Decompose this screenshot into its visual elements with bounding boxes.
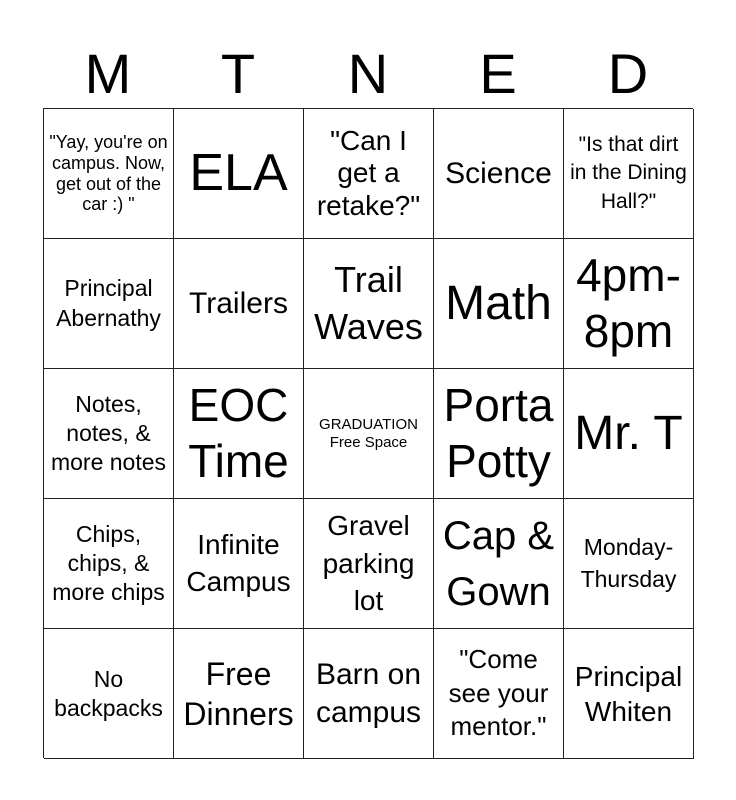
bingo-cell[interactable] — [434, 499, 564, 629]
cell-text: Cap & Gown — [442, 513, 555, 614]
bingo-cell[interactable] — [434, 629, 564, 759]
cell-text: ELA — [189, 143, 288, 202]
free-space-label — [319, 416, 418, 451]
bingo-cell[interactable] — [44, 239, 174, 369]
cell-text: Principal Abernathy — [56, 274, 161, 331]
cell-text: Chips, chips, & more chips — [52, 521, 165, 605]
cell-text: Porta Potty — [443, 379, 554, 487]
bingo-cell[interactable] — [564, 109, 694, 239]
bingo-cell[interactable] — [304, 109, 434, 239]
cell-text: Barn on campus — [315, 658, 422, 729]
cell-text: Principal Whiten — [574, 660, 683, 727]
free-space-title: GRADUATION — [319, 416, 418, 434]
cell-text: Mr. T — [574, 406, 683, 460]
bingo-cell[interactable] — [564, 369, 694, 499]
bingo-cell[interactable] — [174, 499, 304, 629]
bingo-header — [43, 40, 693, 108]
bingo-cell[interactable] — [174, 629, 304, 759]
header-letter-3: N — [347, 42, 389, 105]
cell-text: Notes, notes, & more notes — [50, 391, 167, 475]
bingo-cell[interactable] — [434, 239, 564, 369]
header-letter-2: T — [220, 42, 256, 105]
bingo-cell[interactable] — [44, 629, 174, 759]
cell-text: Math — [445, 276, 552, 330]
bingo-cell[interactable] — [44, 499, 174, 629]
free-space-cell[interactable] — [304, 369, 434, 499]
cell-text: Gravel parking lot — [322, 509, 415, 617]
bingo-cell[interactable] — [564, 629, 694, 759]
bingo-cell[interactable] — [304, 499, 434, 629]
cell-text: "Yay, you're on campus. Now, get out of the car :) " — [49, 132, 168, 215]
header-letter-5: D — [607, 42, 649, 105]
cell-text: Science — [445, 156, 552, 190]
bingo-cell[interactable] — [434, 369, 564, 499]
free-space-subtitle: Free Space — [329, 433, 408, 451]
cell-text: "Can I get a retake?" — [316, 125, 421, 221]
bingo-cell[interactable] — [564, 239, 694, 369]
cell-text: EOC Time — [188, 379, 289, 487]
bingo-cell[interactable] — [174, 239, 304, 369]
cell-text: 4pm-8pm — [576, 249, 681, 357]
bingo-cell[interactable] — [174, 369, 304, 499]
cell-text: No backpacks — [54, 665, 163, 721]
bingo-cell[interactable] — [564, 499, 694, 629]
bingo-cell[interactable] — [434, 109, 564, 239]
bingo-cell[interactable] — [304, 239, 434, 369]
header-letter-1: M — [84, 42, 132, 105]
cell-text: "Is that dirt in the Dining Hall?" — [570, 132, 687, 213]
header-letter-4: E — [479, 42, 517, 105]
cell-text: Monday-Thursday — [580, 534, 677, 592]
cell-text: Trail Waves — [314, 259, 423, 347]
bingo-board — [43, 108, 693, 758]
bingo-cell[interactable] — [44, 109, 174, 239]
cell-text: Free Dinners — [183, 655, 294, 732]
cell-text: "Come see your mentor." — [448, 643, 549, 742]
bingo-cell[interactable] — [174, 109, 304, 239]
cell-text: Trailers — [189, 286, 288, 320]
bingo-cell[interactable] — [44, 369, 174, 499]
cell-text: Infinite Campus — [186, 529, 291, 597]
bingo-cell[interactable] — [304, 629, 434, 759]
